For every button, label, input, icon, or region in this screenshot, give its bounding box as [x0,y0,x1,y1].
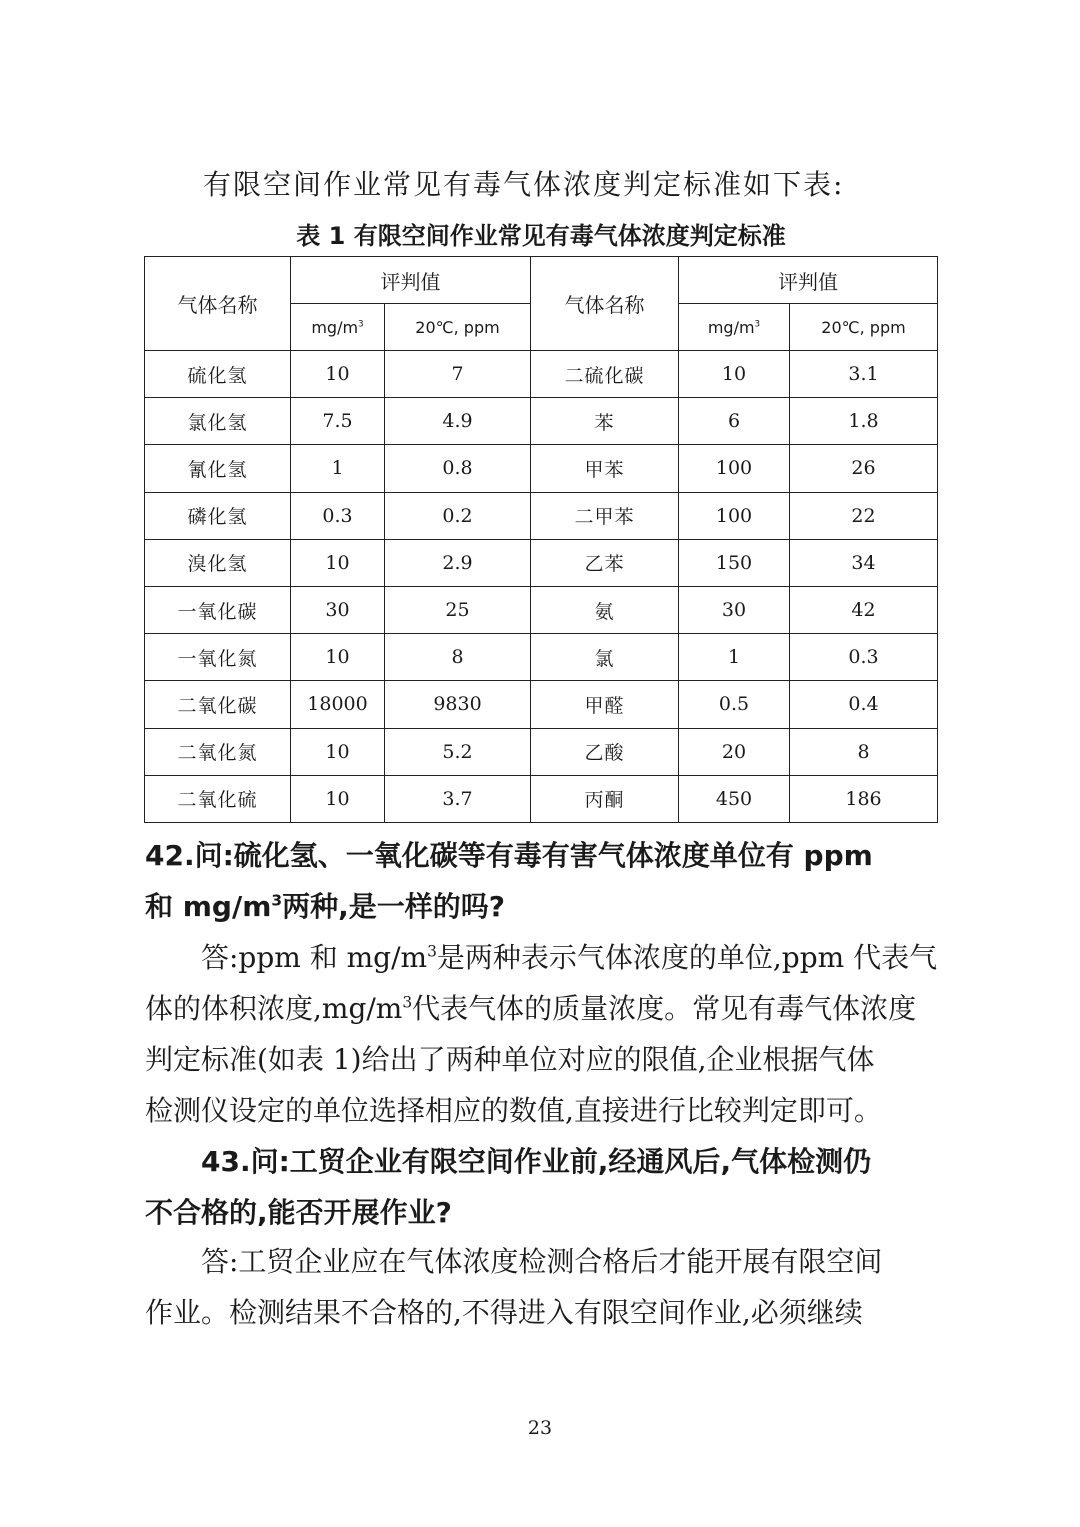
ppm-value-cell: 0.4 [790,681,938,728]
header-unit-mg-right: $mg/m^3$ [679,304,790,351]
page-number: 23 [527,1417,553,1439]
ppm-value-cell: 42 [790,586,938,633]
mg-value-cell: 6 [679,398,790,445]
header-unit-mg-left: $mg/m^3$ [291,304,385,351]
gas-name-cell: 一氧化氮 [145,634,291,681]
answer-43-line-2: 作业。检测结果不合格的,不得进入有限空间作业,必须继续 [145,1296,863,1329]
answer-43 [145,1236,940,1338]
header-judgement-left: 评判值 [291,257,531,304]
mg-value-cell: 30 [291,586,385,633]
mg-value-cell: 1 [291,445,385,492]
ppm-value-cell: 0.8 [385,445,531,492]
mg-value-cell: 100 [679,445,790,492]
answer-42 [145,932,940,1136]
gas-name-cell: 氨 [531,586,679,633]
gas-name-cell: 氯化氢 [145,398,291,445]
mg-value-cell: 18000 [291,681,385,728]
question-42-line-1: 42.问:硫化氢、一氧化碳等有毒有害气体浓度单位有 ppm [145,839,873,872]
gas-name-cell: 甲苯 [531,445,679,492]
gas-name-cell: 乙苯 [531,539,679,586]
ppm-value-cell: 25 [385,586,531,633]
gas-name-cell: 苯 [531,398,679,445]
ppm-value-cell: 4.9 [385,398,531,445]
gas-name-cell: 二氧化硫 [145,775,291,822]
table-row [145,728,938,775]
ppm-value-cell: 22 [790,492,938,539]
mg-value-cell: 10 [291,539,385,586]
gas-name-cell: 氰化氢 [145,445,291,492]
table-row [145,586,938,633]
table-row [145,492,938,539]
answer-42-line-2: 体的体积浓度$,mg/m^3$代表气体的质量浓度。常见有毒气体浓度 [145,992,917,1025]
gas-name-cell: 丙酮 [531,775,679,822]
mg-value-cell: 10 [291,634,385,681]
gas-name-cell: 二甲苯 [531,492,679,539]
ppm-value-cell: 34 [790,539,938,586]
ppm-value-cell: 3.7 [385,775,531,822]
question-43 [145,1136,940,1238]
ppm-value-cell: 5.2 [385,728,531,775]
question-43-line-1: 43.问:工贸企业有限空间作业前,经通风后,气体检测仍 [201,1145,872,1178]
mg-value-cell: 10 [291,728,385,775]
table-row [145,398,938,445]
question-42-line-2: 和 $mg/m^3$两种,是一样的吗? [145,890,505,923]
intro-text: 有限空间作业常见有毒气体浓度判定标准如下表: [203,168,845,201]
table-caption: 表 1 有限空间作业常见有毒气体浓度判定标准 [296,222,786,250]
header-gas-name-right: 气体名称 [531,257,679,351]
ppm-value-cell: 2.9 [385,539,531,586]
header-judgement-right: 评判值 [679,257,938,304]
mg-value-cell: 30 [679,586,790,633]
header-unit-ppm-right: 20℃, ppm [790,304,938,351]
mg-value-cell: 0.3 [291,492,385,539]
ppm-value-cell: 1.8 [790,398,938,445]
table-body [145,351,938,823]
gas-name-cell: 溴化氢 [145,539,291,586]
ppm-value-cell: 8 [790,728,938,775]
mg-value-cell: 10 [291,775,385,822]
gas-name-cell: 磷化氢 [145,492,291,539]
answer-43-line-1: 答:工贸企业应在气体浓度检测合格后才能开展有限空间 [201,1245,883,1278]
header-gas-name-left: 气体名称 [145,257,291,351]
gas-name-cell: 氯 [531,634,679,681]
ppm-value-cell: 26 [790,445,938,492]
ppm-value-cell: 9830 [385,681,531,728]
mg-value-cell: 10 [679,351,790,398]
question-42 [145,830,940,932]
gas-name-cell: 二氧化碳 [145,681,291,728]
mg-value-cell: 0.5 [679,681,790,728]
answer-42-line-3: 判定标准(如表 1)给出了两种单位对应的限值,企业根据气体 [145,1043,875,1076]
gas-name-cell: 乙酸 [531,728,679,775]
table-row [145,634,938,681]
question-43-line-2: 不合格的,能否开展作业? [145,1196,452,1229]
answer-42-line-1: 答:ppm 和 $mg/m^3$是两种表示气体浓度的单位,ppm 代表气 [201,941,938,974]
gas-name-cell: 一氧化碳 [145,586,291,633]
mg-value-cell: 450 [679,775,790,822]
ppm-value-cell: 8 [385,634,531,681]
ppm-value-cell: 7 [385,351,531,398]
ppm-value-cell: 0.3 [790,634,938,681]
gas-name-cell: 二氧化氮 [145,728,291,775]
table-row [145,539,938,586]
answer-42-line-4: 检测仪设定的单位选择相应的数值,直接进行比较判定即可。 [145,1094,882,1127]
toxic-gas-standard-table [144,256,938,823]
table-row [145,775,938,822]
gas-name-cell: 二硫化碳 [531,351,679,398]
ppm-value-cell: 186 [790,775,938,822]
ppm-value-cell: 0.2 [385,492,531,539]
mg-value-cell: 10 [291,351,385,398]
table-row [145,445,938,492]
gas-name-cell: 硫化氢 [145,351,291,398]
mg-value-cell: 100 [679,492,790,539]
ppm-value-cell: 3.1 [790,351,938,398]
header-unit-ppm-left: 20℃, ppm [385,304,531,351]
mg-value-cell: 7.5 [291,398,385,445]
gas-name-cell: 甲醛 [531,681,679,728]
mg-value-cell: 20 [679,728,790,775]
table-row [145,351,938,398]
table-row [145,681,938,728]
mg-value-cell: 1 [679,634,790,681]
mg-value-cell: 150 [679,539,790,586]
